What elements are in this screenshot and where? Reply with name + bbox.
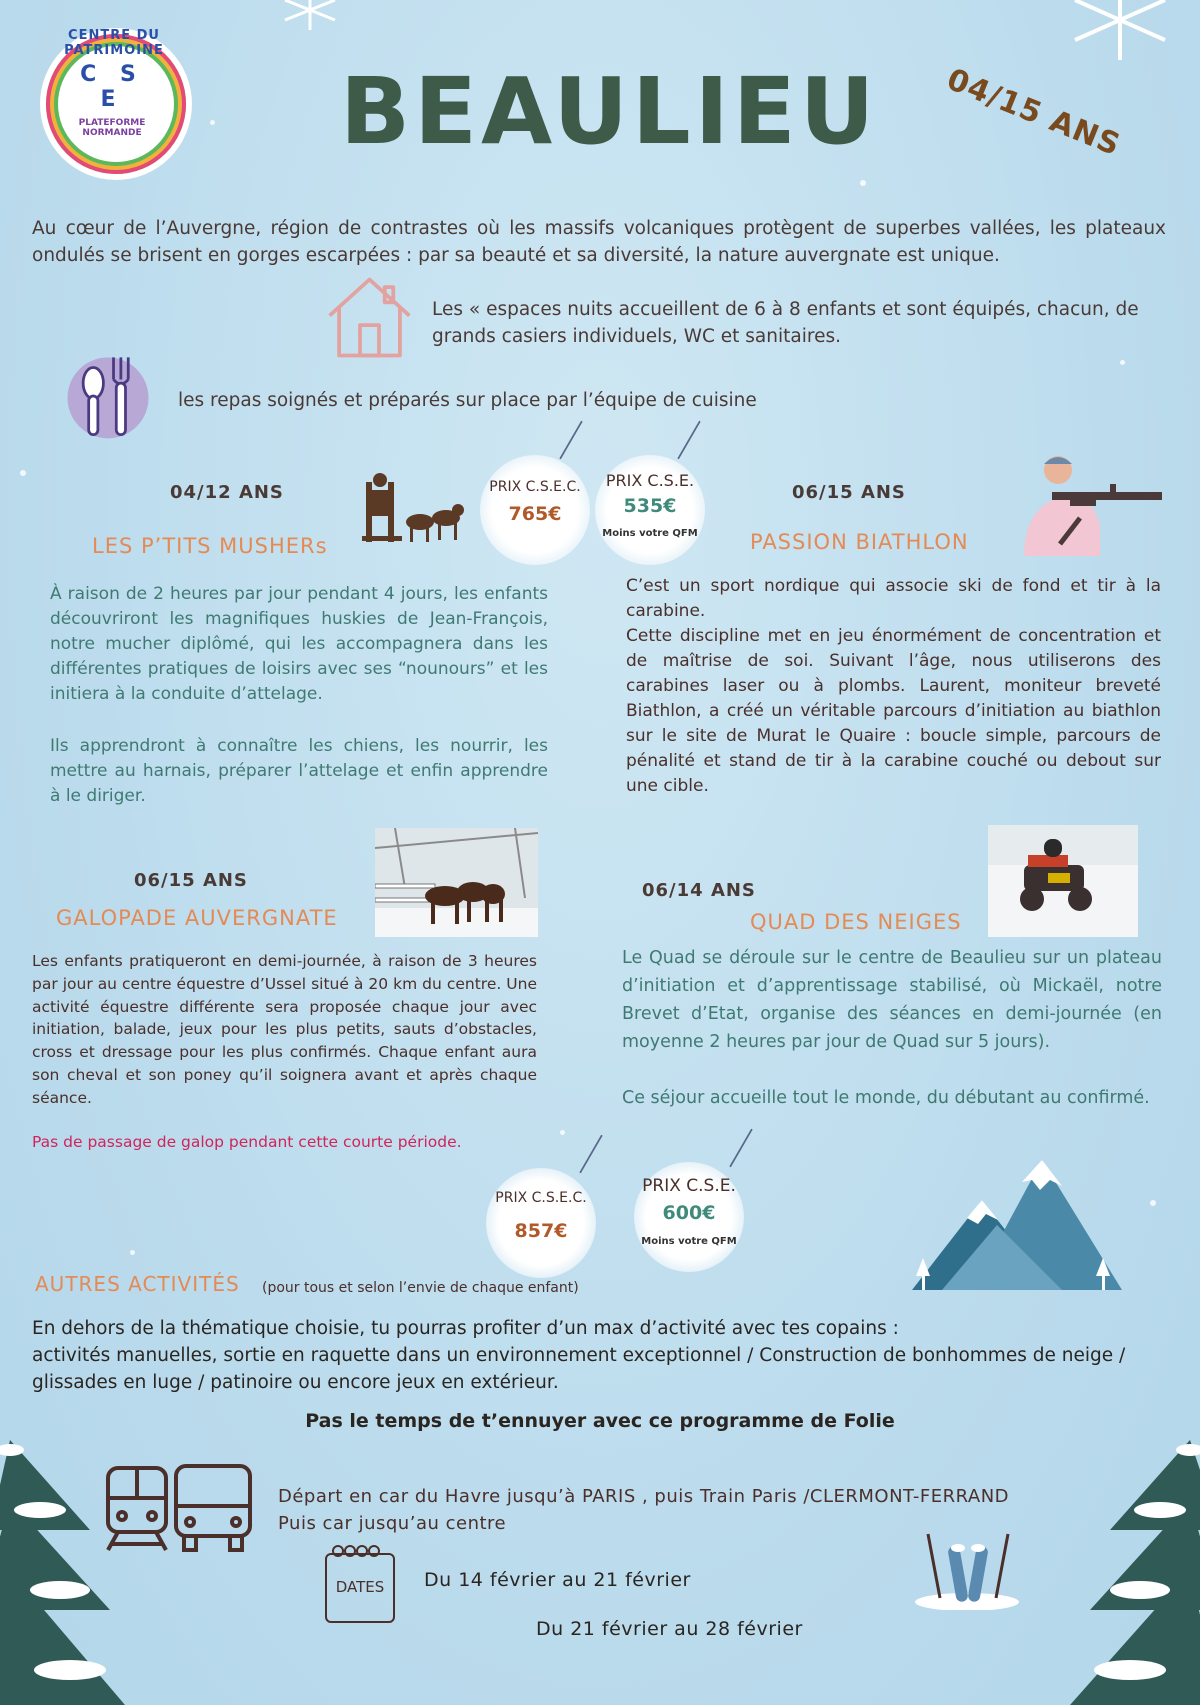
logo-subtitle: PLATEFORME NORMANDE [78,118,146,138]
dog-sled-icon [358,472,468,552]
skis-icon [912,1528,1022,1610]
biathlon-text-2: Cette discipline met en jeu énormément de concentration et de maîtrise de soi. Suivant l’âge, nous utiliserons des carabines laser ou à plombs. Laurent, moniteur breveté Biathlon, a créé un véritable parcours d’initiation au biathlon sur le site de Murat le Quaire : boucle simple, parcours de pénalité et stand de tir à la carabine couché ou debout sur une cible. [626,626,1161,796]
autres-line-1: En dehors de la thématique choisie, tu pourras profiter d’un max d’activité avec tes copains : [32,1318,899,1339]
horses-photo [375,828,538,937]
espaces-nuits-text: Les « espaces nuits accueillent de 6 à 8 enfants et sont équipés, chacun, de grands casiers individuels, WC et sanitaires. [432,299,1139,347]
galopade-title: GALOPADE AUVERGNATE [56,906,338,930]
snowflake-icon [270,0,350,40]
price-note: Moins votre QFM [602,528,698,539]
snowflake-dot [1120,360,1125,365]
tag-string [579,1134,603,1173]
autres-text [32,1315,1172,1396]
logo-acronym: C S E [80,62,144,112]
snowflake-icon [1050,0,1190,70]
price-value: 857€ [514,1220,568,1242]
price-tag-csec [480,455,590,565]
snowflake-dot [860,180,866,186]
date-session-1: Du 14 février au 21 février [424,1569,691,1591]
price-value: 765€ [508,503,562,525]
galopade-text: Les enfants pratiqueront en demi-journée, à raison de 3 heures par jour au centre équestre d’Ussel situé à 20 km du centre. Une activité équestre différente sera proposée chaque jour avec initiation, balade, jeux pour les plus petits, sauts d’obstacles, cross et dressage pour les plus confirmés. Chaque enfant aura son cheval et son poney qu’il soignera avant et après chaque séance. [32,952,537,1107]
price-tag-cse [595,455,705,565]
price-value: 535€ [623,495,677,517]
mountains-icon [912,1140,1137,1295]
galopade-age: 06/15 ANS [134,870,248,891]
quad-text-1: Le Quad se déroule sur le centre de Beaulieu sur un plateau d’initiation et d’apprentissage stabilisé, où Mickaël, notre Brevet d’Etat, organise des séances en demi-journée (en moyenne 2 heures par jour de Quad sur 5 jours). [622,948,1162,1052]
price-label: PRIX C.S.E.C. [495,1190,587,1206]
age-range: 04/15 ANS [941,62,1126,164]
autres-title: AUTRES ACTIVITÉS [35,1272,240,1296]
quad-text-2: Ce séjour accueille tout le monde, du débutant au confirmé. [622,1088,1150,1108]
mushers-title: LES P’TITS MUSHERs [92,534,328,558]
biathlon-title: PASSION BIATHLON [750,530,969,554]
train-bus-icon [104,1462,254,1554]
folie-tagline: Pas le temps de t’ennuyer avec ce programme de Folie [305,1410,895,1432]
price-label: PRIX C.S.E. [642,1176,736,1196]
snowflake-dot [210,120,215,125]
intro-paragraph: Au cœur de l’Auvergne, région de contrastes où les massifs volcaniques protègent de superbes vallées, les plateaux ondulés se brisent en gorges escarpées : par sa beauté et sa diversité, la nature auvergnate est unique. [32,218,1166,266]
price-label: PRIX C.S.E. [605,471,695,490]
quad-age: 06/14 ANS [642,880,756,901]
quad-title: QUAD DES NEIGES [750,910,962,934]
price-label: PRIX C.S.E.C. [489,479,581,495]
quad-photo [988,825,1138,937]
biathlete-icon [1010,448,1170,558]
transport-text [278,1483,1009,1537]
snowy-tree-icon [1070,1440,1200,1705]
mushers-text-2: Ils apprendront à connaître les chiens, les nourrir, les mettre au harnais, préparer l’attelage et enfin apprendre à le diriger. [50,736,548,806]
tag-string [729,1128,753,1167]
snowflake-dot [20,470,26,476]
house-icon [322,270,417,365]
transport-line-2: Puis car jusqu’au centre [278,1513,507,1534]
biathlon-age: 06/15 ANS [792,482,906,503]
cutlery-icon [62,350,154,442]
calendar-rings-icon [330,1543,390,1559]
autres-line-2: activités manuelles, sortie en raquette dans un environnement exceptionnel / Construction de bonhommes de neige / glissades en luge / patinoire ou encore jeux en extérieur. [32,1345,1126,1393]
price-tag-csec [486,1168,596,1278]
tag-string [559,420,583,459]
logo-arc-text: CENTRE DU PATRIMOINE [64,28,164,58]
repas-text: les repas soignés et préparés sur place par l’équipe de cuisine [178,390,757,411]
snowflake-dot [1150,1200,1156,1206]
dates-label: DATES [335,1578,385,1596]
autres-note: (pour tous et selon l’envie de chaque enfant) [262,1280,579,1296]
mushers-text-1: À raison de 2 heures par jour pendant 4 jours, les enfants découvriront les magnifiques huskies de Jean-François, notre mucher diplômé, qui les accompagnera dans les différentes pratiques de loisirs avec ses “nounours” et les initiera à la conduite d’attelage. [50,584,548,704]
price-note: Moins votre QFM [641,1236,737,1247]
price-tag-cse [634,1162,744,1272]
snowflake-dot [130,1250,135,1255]
price-value: 600€ [662,1202,716,1224]
biathlon-text-1: C’est un sport nordique qui associe ski de fond et tir à la carabine. [626,576,1161,621]
mushers-age: 04/12 ANS [170,482,284,503]
tag-string [677,420,701,459]
transport-line-1: Départ en car du Havre jusqu’à PARIS , puis Train Paris /CLERMONT-FERRAND [278,1486,1010,1507]
page-title: BEAULIEU [340,58,879,165]
galopade-warning: Pas de passage de galop pendant cette courte période. [32,1133,462,1151]
date-session-2: Du 21 février au 28 février [536,1618,803,1640]
